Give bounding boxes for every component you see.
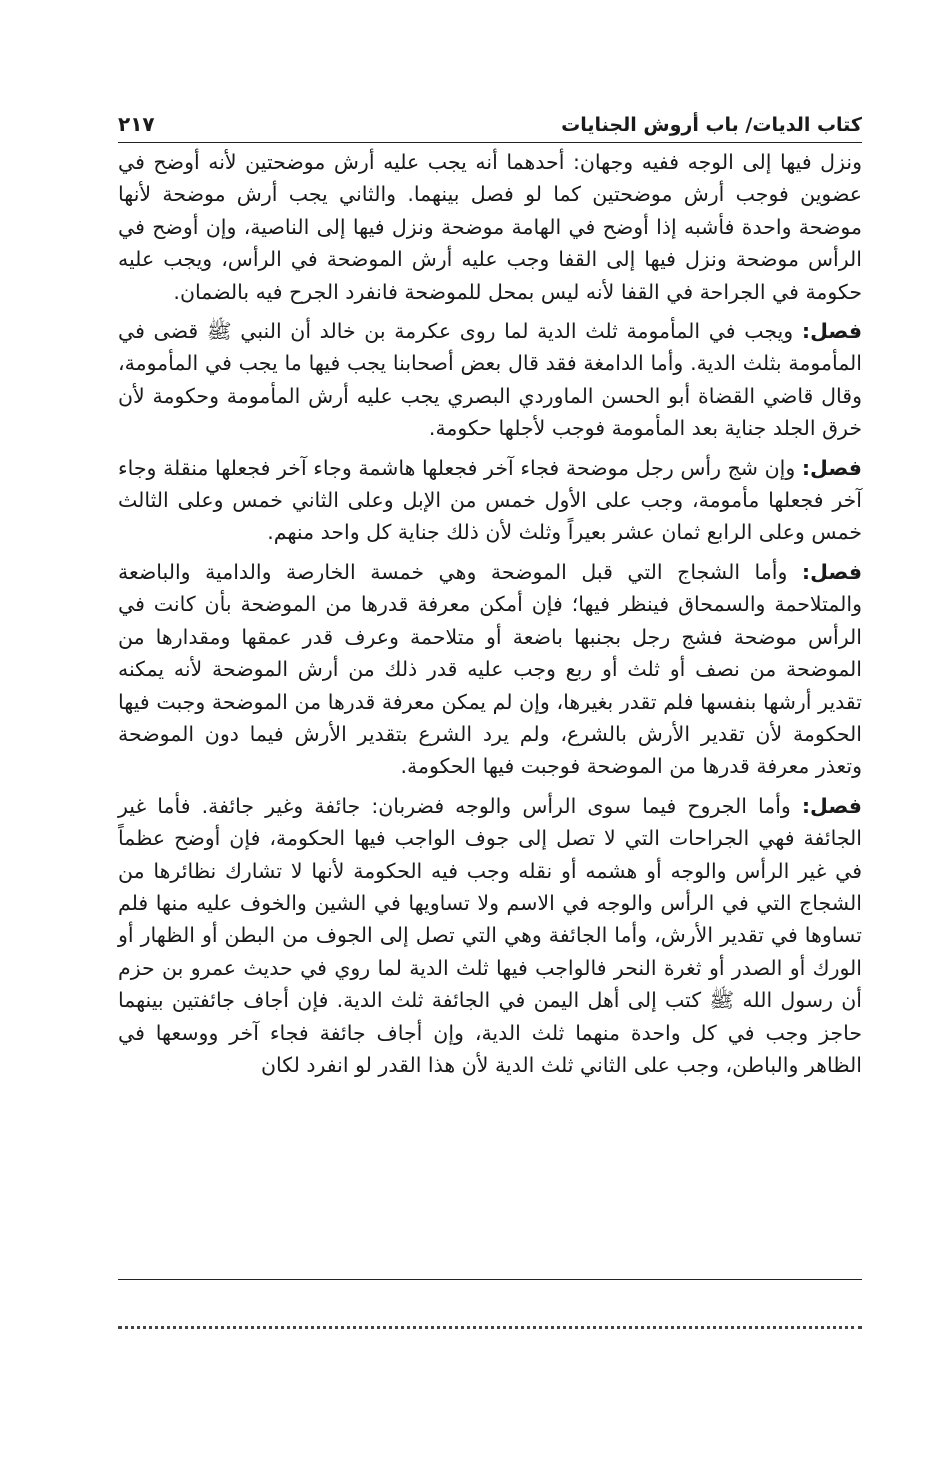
- page-header: [118, 96, 862, 143]
- paragraph-3-text: وإن شج رأس رجل موضحة فجاء آخر فجعلها هاشمة وجاء آخر فجعلها منقلة وجاء آخر فجعلها مأمومة، وجب على الأول خمس من الإبل وعلى الثاني خمس وعلى الثالث خمس وعلى الرابع ثمان عشر بعيراً وثلث لأن ذلك جناية كل واحد منهم.: [118, 455, 862, 545]
- paragraph-5-text: وأما الجروح فيما سوى الرأس والوجه فضربان: جائفة وغير جائفة. فأما غير الجائفة فهي الجراحات التي لا تصل إلى جوف الواجب فيها الحكومة، فإن أوضح عظماً في غير الرأس والوجه أو هشمه أو نقله وجب فيه الحكومة لأنها لا تشارك نظائرها من الشجاج التي في الرأس والوجه في الاسم ولا تساويها في الشين والخوف عليه منها فلم تساوها في تقدير الأرش، وأما الجائفة وهي التي تصل إلى الجوف من البطن أو الظهار أو الورك أو الصدر أو ثغرة النحر فالواجب فيها ثلث الدية لما روي في حديث عمرو بن حزم أن رسول الله ﷺ كتب إلى أهل اليمن في الجائفة ثلث الدية. فإن أجاف جائفتين بينهما حاجز وجب في كل واحدة منهما ثلث الدية، وإن أجاف جائفة فجاء آخر ووسعها في الظاهر والباطن، وجب على الثاني ثلث الدية لأن هذا القدر لو انفرد لكان: [118, 793, 862, 1077]
- paragraph-1-text: ونزل فيها إلى الوجه ففيه وجهان: أحدهما أنه يجب عليه أرش موضحتين لأنه أوضح في عضوين فوجب أرش موضحتين كما لو فصل بينهما. والثاني يجب أرش موضحة لأنها موضحة واحدة فأشبه إذا أوضح في الهامة موضحة ونزل فيها إلى الناصية، وإن أوضح في الرأس موضحة ونزل فيها إلى القفا وجب عليه أرش الموضحة في الرأس، ويجب عليه حكومة في الجراحة في القفا لأنه ليس بمحل للموضحة فانفرد الجرح فيه بالضمان.: [118, 150, 862, 304]
- section-label: فصل:: [801, 793, 862, 818]
- paragraph-1: [118, 146, 862, 308]
- running-title: كتاب الديات/ باب أروش الجنايات: [561, 114, 862, 136]
- paragraph-2-text: ويجب في المأمومة ثلث الدية لما روى عكرمة بن خالد أن النبي ﷺ قضى في المأمومة بثلث الدية. وأما الدامغة فقد قال بعض أصحابنا يجب فيها ما يجب في المأمومة، وقال قاضي القضاة أبو الحسن الماوردي البصري يجب عليه أرش المأمومة وحكومة لأن خرق الجلد جناية بعد المأمومة فوجب لأجلها حكومة.: [118, 319, 862, 441]
- section-label: فصل:: [801, 559, 862, 584]
- page-number: ٢١٧: [118, 112, 155, 136]
- paragraph-4-text: وأما الشجاج التي قبل الموضحة وهي خمسة الخارصة والدامية والباضعة والمتلاحمة والسمحاق فينظر فيها؛ فإن أمكن معرفة قدرها من الموضحة بأن كانت في الرأس موضحة فشج رجل بجنبها باضعة أو متلاحمة وعرف قدر عمقها ومقدارها من الموضحة من نصف أو ثلث أو ربع وجب عليه قدر ذلك من أرش الموضحة لأنه يمكنه تقدير أرشها بنفسها فلم تقدر بغيرها، وإن لم يمكن معرفة قدرها من الموضحة وجبت فيها الحكومة لأن تقدير الأرش بالشرع، ولم يرد الشرع بتقدير الأرش فيما دون الموضحة وتعذر معرفة قدرها من الموضحة فوجبت فيها الحكومة.: [118, 559, 862, 779]
- section-label: فصل:: [801, 455, 862, 480]
- paragraph-5: [118, 790, 862, 1082]
- paragraph-3: [118, 452, 862, 549]
- margin-scan-mark: [34, 1296, 50, 1306]
- page-body: [118, 146, 862, 1088]
- footnote-separator: [118, 1279, 862, 1280]
- section-label: فصل:: [801, 319, 862, 344]
- paragraph-4: [118, 556, 862, 783]
- footnote-dotted-line: [118, 1306, 862, 1329]
- paragraph-2: [118, 315, 862, 445]
